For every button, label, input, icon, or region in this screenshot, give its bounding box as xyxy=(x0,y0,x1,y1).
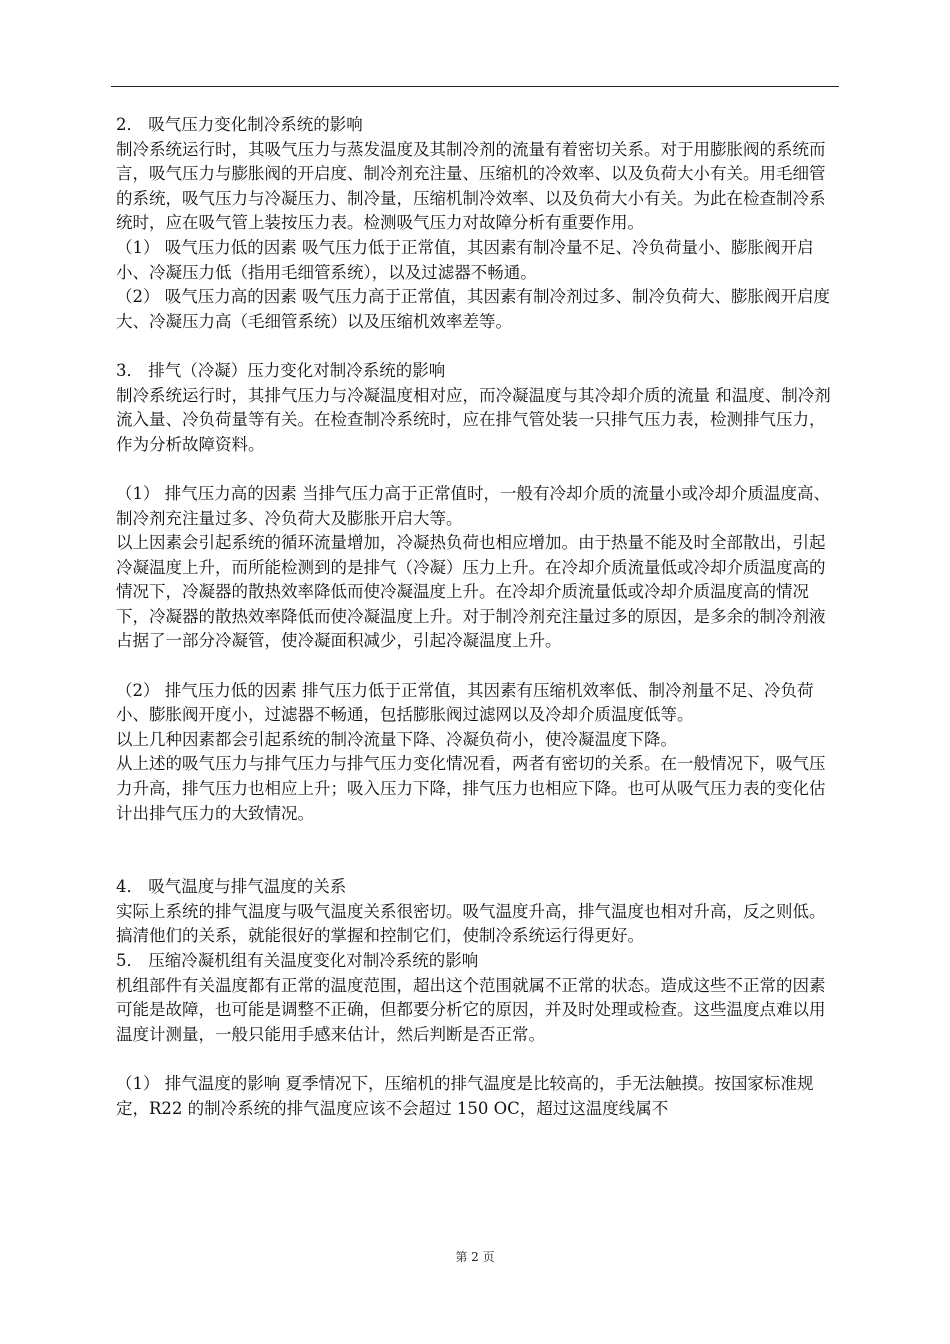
paragraph: 机组部件有关温度都有正常的温度范围，超出这个范围就属不正常的状态。造成这些不正常的因素可能是故障，也可能是调整不正确，但都要分析它的原因，并及时处理或检查。这些温度点难以用温度计测量，一般只能用手感来估计，然后判断是否正常。 xyxy=(116,975,826,1044)
blank-line xyxy=(116,1047,840,1072)
blank-line xyxy=(116,457,840,482)
heading-section-2: 2． 吸气压力变化制冷系统的影响 xyxy=(116,115,363,134)
paragraph: 实际上系统的排气温度与吸气温度关系很密切。吸气温度升高，排气温度也相对升高，反之则低。搞清他们的关系，就能很好的掌握和控制它们，使制冷系统运行得更好。 xyxy=(116,901,826,946)
heading-section-4: 4． 吸气温度与排气温度的关系 xyxy=(116,877,347,897)
header-rule xyxy=(111,86,839,87)
paragraph: 制冷系统运行时，其吸气压力与蒸发温度及其制冷剂的流量有着密切关系。对于用膨胀阀的系统而言，吸气压力与膨胀阀的开启度、制冷剂充注量、压缩机的冷效率、以及负荷大小有关。用毛细管的系统，吸气压力与冷凝压力、制冷量，压缩机制冷效率、以及负荷大小有关。为此在检查制冷系统时，应在吸气管上装按压力表。检测吸气压力对故障分析有重要作用。 xyxy=(116,139,826,233)
paragraph: 以上几种因素都会引起系统的制冷流量下降、冷凝负荷小，使冷凝温度下降。 xyxy=(116,729,677,749)
paragraph: （2） 吸气压力高的因素 吸气压力高于正常值，其因素有制冷剂过多、制冷负荷大、膨胀阀开启度大、冷凝压力高（毛细管系统）以及压缩机效率差等。 xyxy=(116,287,830,331)
blank-line xyxy=(116,654,840,679)
document-body xyxy=(116,113,840,1121)
paragraph: 从上述的吸气压力与排气压力与排气压力变化情况看，两者有密切的关系。在一般情况下，吸气压力升高，排气压力也相应上升；吸入压力下降，排气压力也相应下降。也可从吸气压力表的变化估计出排气压力的大致情况。 xyxy=(116,754,826,823)
paragraph: （2） 排气压力低的因素 排气压力低于正常值，其因素有压缩机效率低、制冷剂量不足、冷负荷小、膨胀阀开度小，过滤器不畅通，包括膨胀阀过滤网以及冷却介质温度低等。 xyxy=(116,680,814,725)
heading-section-5: 5． 压缩冷凝机组有关温度变化对制冷系统的影响 xyxy=(116,951,479,970)
page-number: 第 2 页 xyxy=(455,1250,495,1264)
paragraph: （1） 排气压力高的因素 当排气压力高于正常值时，一般有冷却介质的流量小或冷却介质温度高、制冷剂充注量过多、冷负荷大及膨胀开启大等。 xyxy=(116,483,830,528)
paragraph: （1） 排气温度的影响 夏季情况下，压缩机的排气温度是比较高的，手无法触摸。按国家标准规定，R22 的制冷系统的排气温度应该不会超过 150 OC，超过这温度线属不 xyxy=(116,1073,814,1118)
paragraph: 以上因素会引起系统的循环流量增加，冷凝热负荷也相应增加。由于热量不能及时全部散出，引起冷凝温度上升，而所能检测到的是排气（冷凝）压力上升。在冷却介质流量低或冷却介质温度高的情况下，冷凝器的散热效率降低而使冷凝温度上升。在冷却介质流量低或冷却介质温度高的情况下，冷凝器的散热效率降低而使冷凝温度上升。对于制冷剂充注量过多的原因，是多余的制冷剂液占据了一部分冷凝管，使冷凝面积减少，引起冷凝温度上升。 xyxy=(116,533,826,651)
blank-line xyxy=(116,334,840,359)
heading-section-3: 3． 排气（冷凝）压力变化对制冷系统的影响 xyxy=(116,360,446,380)
paragraph: 制冷系统运行时，其排气压力与冷凝温度相对应，而冷凝温度与其冷却介质的流量 和温度、制冷剂流入量、冷负荷量等有关。在检查制冷系统时，应在排气管处装一只排气压力表，检测排气压力，作为分析故障资料。 xyxy=(116,385,831,454)
blank-line xyxy=(116,826,840,875)
paragraph: （1） 吸气压力低的因素 吸气压力低于正常值，其因素有制冷量不足、冷负荷量小、膨胀阀开启小、冷凝压力低（指用毛细管系统），以及过滤器不畅通。 xyxy=(116,237,814,282)
